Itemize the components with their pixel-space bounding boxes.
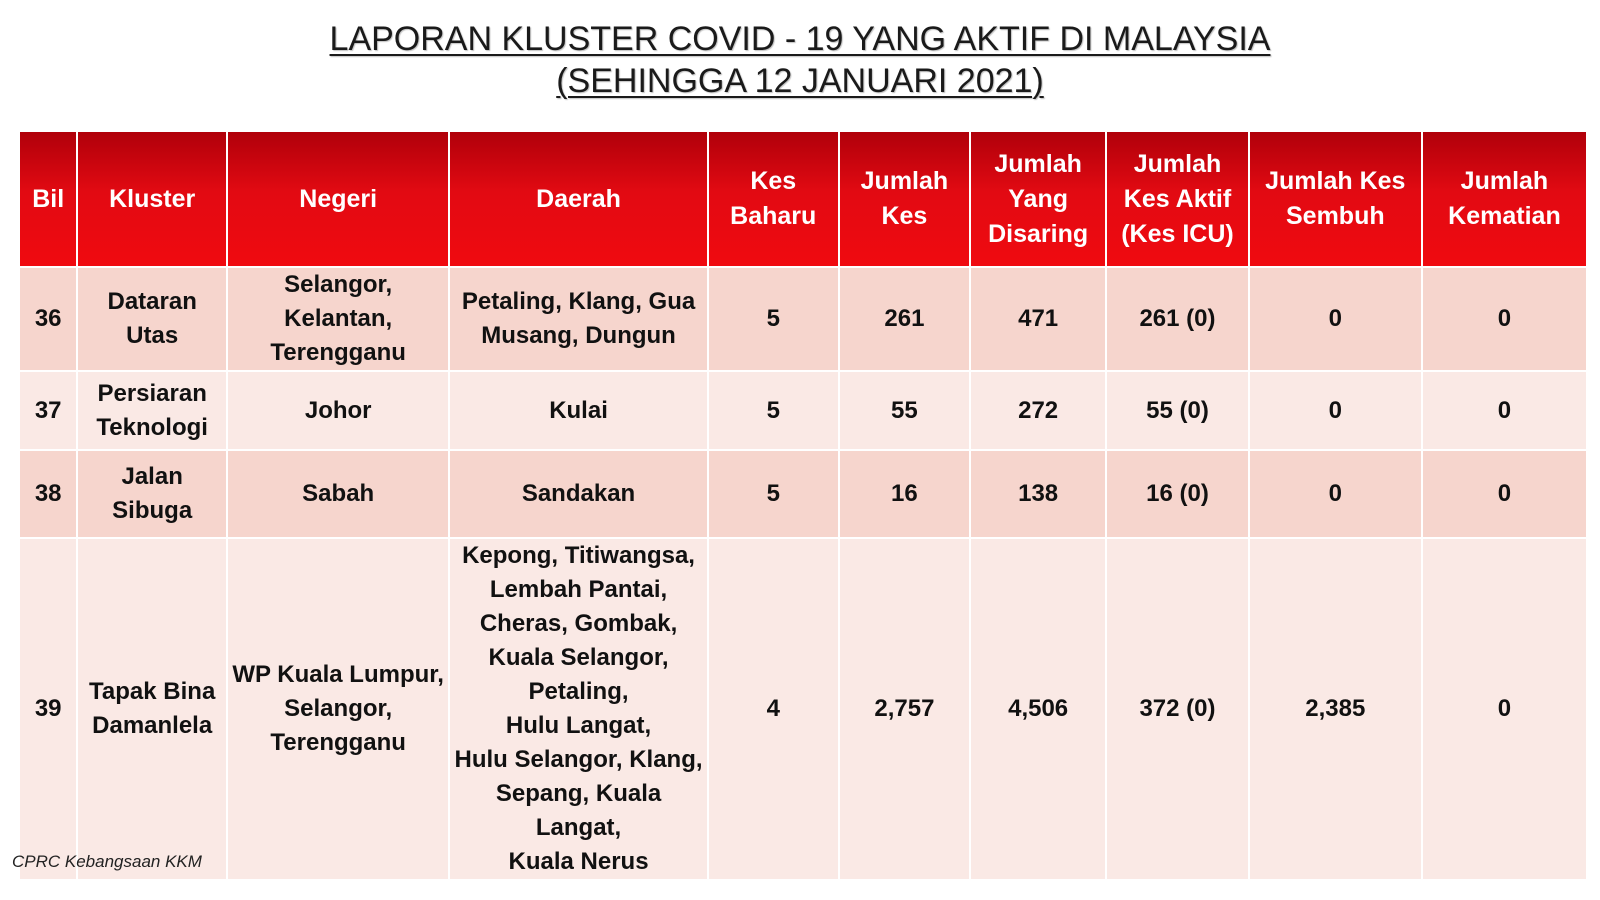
- cell-kes-baharu: 5: [709, 372, 838, 449]
- cell-kematian: 0: [1423, 372, 1586, 449]
- cell-jumlah-disaring: 138: [971, 451, 1105, 537]
- cell-kes-baharu: 4: [709, 539, 838, 879]
- cell-negeri: WP Kuala Lumpur, Selangor, Terengganu: [228, 539, 448, 879]
- header-kes-baharu: Kes Baharu: [709, 132, 838, 266]
- cell-kes-aktif: 16 (0): [1107, 451, 1247, 537]
- cell-jumlah-kes: 16: [840, 451, 969, 537]
- cell-jumlah-disaring: 4,506: [971, 539, 1105, 879]
- header-kluster: Kluster: [78, 132, 226, 266]
- cell-bil: 39: [20, 539, 76, 879]
- header-sembuh: Jumlah Kes Sembuh: [1250, 132, 1421, 266]
- cell-kes-aktif: 55 (0): [1107, 372, 1247, 449]
- cell-kematian: 0: [1423, 451, 1586, 537]
- cell-kes-aktif: 261 (0): [1107, 268, 1247, 370]
- cell-sembuh: 0: [1250, 372, 1421, 449]
- cell-daerah: Kulai: [450, 372, 706, 449]
- cell-daerah: Sandakan: [450, 451, 706, 537]
- cell-kes-aktif: 372 (0): [1107, 539, 1247, 879]
- cell-kematian: 0: [1423, 539, 1586, 879]
- header-jumlah-kes: Jumlah Kes: [840, 132, 969, 266]
- title-line-2: (SEHINGGA 12 JANUARI 2021): [556, 62, 1044, 100]
- cell-negeri: Sabah: [228, 451, 448, 537]
- cell-jumlah-kes: 261: [840, 268, 969, 370]
- table-row: [20, 451, 1586, 537]
- cell-negeri: Johor: [228, 372, 448, 449]
- cell-kematian: 0: [1423, 268, 1586, 370]
- cell-jumlah-kes: 2,757: [840, 539, 969, 879]
- cell-kluster: Jalan Sibuga: [78, 451, 226, 537]
- cell-sembuh: 0: [1250, 268, 1421, 370]
- report-title: [0, 18, 1600, 102]
- table-row: [20, 268, 1586, 370]
- cell-jumlah-kes: 55: [840, 372, 969, 449]
- table-row: [20, 372, 1586, 449]
- cluster-table: [18, 130, 1588, 881]
- cell-jumlah-disaring: 272: [971, 372, 1105, 449]
- title-line-1: LAPORAN KLUSTER COVID - 19 YANG AKTIF DI MALAYSIA: [329, 20, 1271, 58]
- cell-sembuh: 0: [1250, 451, 1421, 537]
- header-jumlah-disaring: Jumlah Yang Disaring: [971, 132, 1105, 266]
- cell-bil: 37: [20, 372, 76, 449]
- cell-kluster: Persiaran Teknologi: [78, 372, 226, 449]
- header-bil: Bil: [20, 132, 76, 266]
- header-daerah: Daerah: [450, 132, 706, 266]
- table-header-row: [20, 132, 1586, 266]
- cell-negeri: Selangor, Kelantan, Terengganu: [228, 268, 448, 370]
- cell-daerah: Kepong, Titiwangsa, Lembah Pantai, Cheras, Gombak, Kuala Selangor, Petaling, Hulu Langat, Hulu Selangor, Klang, Sepang, Kuala Langat, Kuala Nerus: [450, 539, 706, 879]
- cell-jumlah-disaring: 471: [971, 268, 1105, 370]
- table-row: [20, 539, 1586, 879]
- header-kes-aktif: Jumlah Kes Aktif (Kes ICU): [1107, 132, 1247, 266]
- header-negeri: Negeri: [228, 132, 448, 266]
- source-footer: CPRC Kebangsaan KKM: [12, 852, 202, 871]
- cell-sembuh: 2,385: [1250, 539, 1421, 879]
- cell-kes-baharu: 5: [709, 268, 838, 370]
- cell-kluster: Tapak Bina Damanlela: [78, 539, 226, 879]
- cell-kes-baharu: 5: [709, 451, 838, 537]
- cell-kluster: Dataran Utas: [78, 268, 226, 370]
- header-kematian: Jumlah Kematian: [1423, 132, 1586, 266]
- cell-bil: 36: [20, 268, 76, 370]
- cell-bil: 38: [20, 451, 76, 537]
- cell-daerah: Petaling, Klang, Gua Musang, Dungun: [450, 268, 706, 370]
